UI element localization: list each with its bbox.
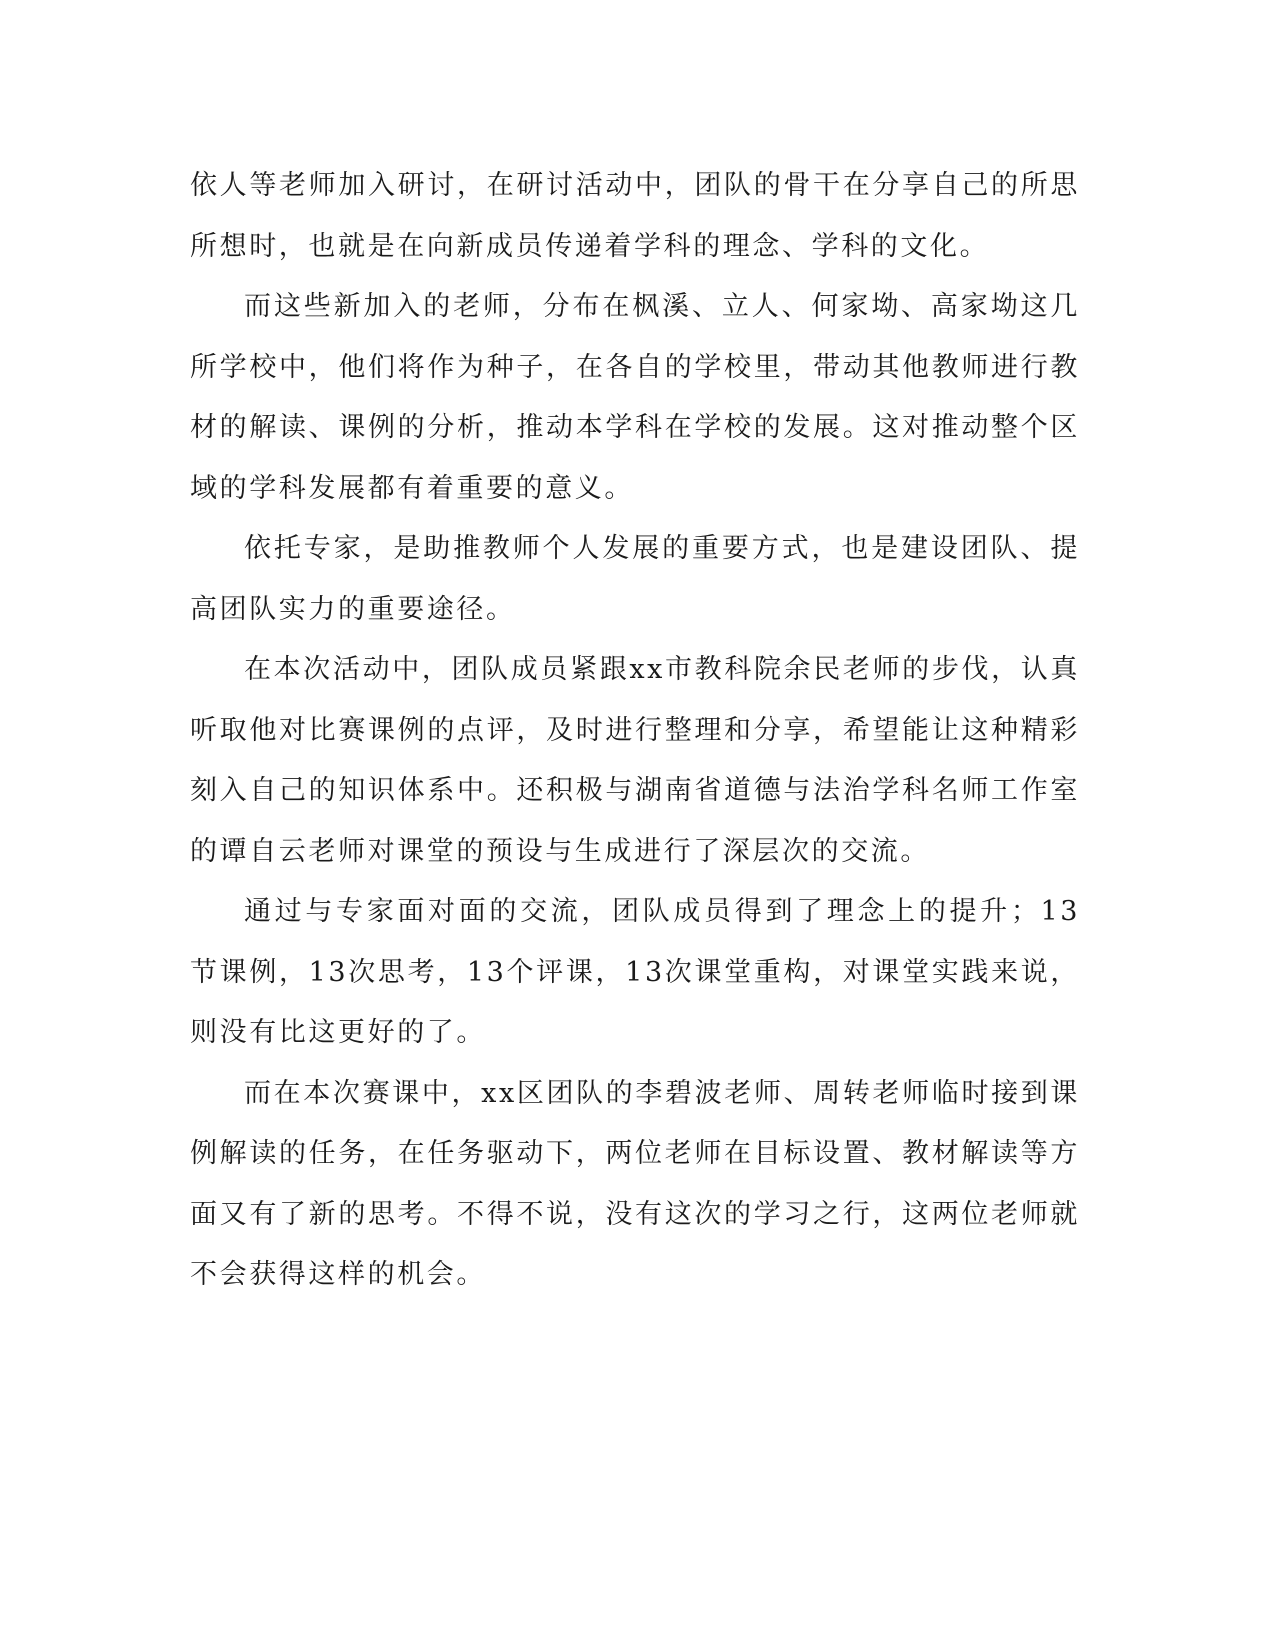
paragraph-4: 在本次活动中，团队成员紧跟xx市教科院余民老师的步伐，认真听取他对比赛课例的点评，及时进行整理和分享，希望能让这种精彩刻入自己的知识体系中。还积极与湖南省道德与法治学科名师工作室的谭自云老师对课堂的预设与生成进行了深层次的交流。 (190, 654, 1080, 867)
paragraph-6: 而在本次赛课中，xx区团队的李碧波老师、周转老师临时接到课例解读的任务，在任务驱动下，两位老师在目标设置、教材解读等方面又有了新的思考。不得不说，没有这次的学习之行，这两位老师就不会获得这样的机会。 (190, 1077, 1080, 1290)
paragraph-5: 通过与专家面对面的交流，团队成员得到了理念上的提升；13节课例，13次思考，13个评课，13次课堂重构，对课堂实践来说，则没有比这更好的了。 (190, 896, 1080, 1048)
paragraph-2: 而这些新加入的老师，分布在枫溪、立人、何家坳、高家坳这几所学校中，他们将作为种子，在各自的学校里，带动其他教师进行教材的解读、课例的分析，推动本学科在学校的发展。这对推动整个区域的学科发展都有着重要的意义。 (190, 291, 1080, 504)
paragraph-1: 依人等老师加入研讨，在研讨活动中，团队的骨干在分享自己的所思所想时，也就是在向新成员传递着学科的理念、学科的文化。 (190, 170, 1080, 262)
paragraph-3: 依托专家，是助推教师个人发展的重要方式，也是建设团队、提高团队实力的重要途径。 (190, 533, 1080, 625)
body-text (190, 156, 1080, 1306)
